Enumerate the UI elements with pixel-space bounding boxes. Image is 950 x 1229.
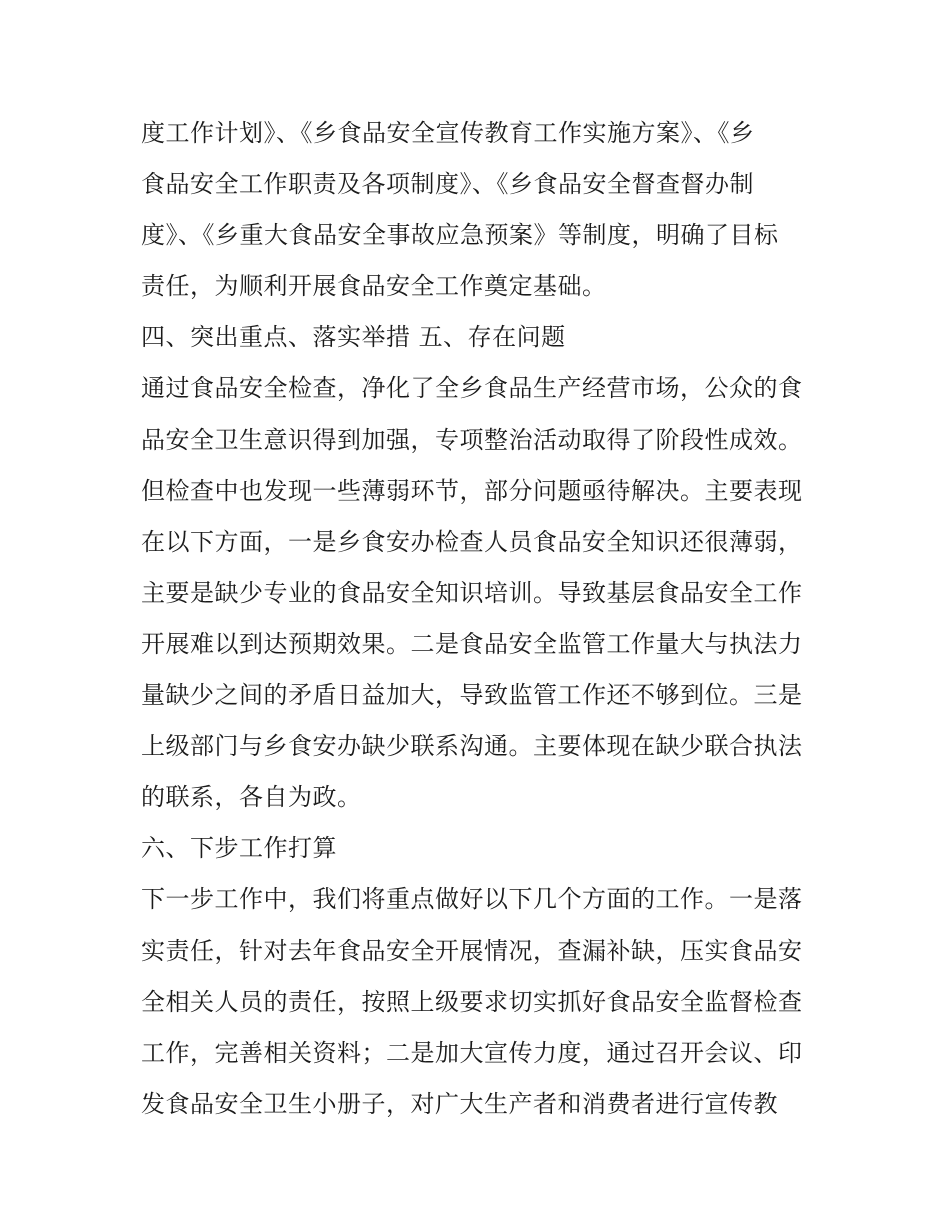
text-line: 下一步工作中，我们将重点做好以下几个方面的工作。一是落 [141, 885, 803, 914]
text-line: 上级部门与乡食安办缺少联系沟通。主要体现在缺少联合执法 [141, 732, 803, 761]
section-heading: 四、突出重点、落实举措 五、存在问题 [141, 323, 566, 352]
text-line: 但检查中也发现一些薄弱环节，部分问题亟待解决。主要表现 [141, 476, 803, 505]
text-line: 通过食品安全检查，净化了全乡食品生产经营市场，公众的食 [141, 374, 803, 403]
text-line: 工作，完善相关资料；二是加大宣传力度，通过召开会议、印 [141, 1038, 803, 1067]
text-line: 责任，为顺利开展食品安全工作奠定基础。 [141, 272, 607, 301]
text-line: 度》、《乡重大食品安全事故应急预案》等制度，明确了目标 [141, 221, 779, 250]
text-line: 量缺少之间的矛盾日益加大，导致监管工作还不够到位。三是 [141, 681, 803, 710]
text-line: 实责任，针对去年食品安全开展情况，查漏补缺，压实食品安 [141, 936, 803, 965]
text-line: 发食品安全卫生小册子，对广大生产者和消费者进行宣传教 [141, 1089, 778, 1118]
section-heading: 六、下步工作打算 [141, 834, 337, 863]
text-line: 主要是缺少专业的食品安全知识培训。导致基层食品安全工作 [141, 578, 803, 607]
text-line: 度工作计划》、《乡食品安全宣传教育工作实施方案》、《乡 [141, 119, 755, 147]
text-line: 品安全卫生意识得到加强，专项整治活动取得了阶段性成效。 [141, 425, 803, 454]
document-body [141, 108, 821, 1130]
text-line: 食品安全工作职责及各项制度》、《乡食品安全督查督办制 [141, 170, 754, 199]
text-line: 的联系，各自为政。 [141, 783, 362, 812]
text-line: 在以下方面，一是乡食安办检查人员食品安全知识还很薄弱， [141, 527, 803, 556]
text-line: 全相关人员的责任，按照上级要求切实抓好食品安全监督检查 [141, 987, 803, 1016]
text-line: 开展难以到达预期效果。二是食品安全监管工作量大与执法力 [141, 629, 803, 658]
